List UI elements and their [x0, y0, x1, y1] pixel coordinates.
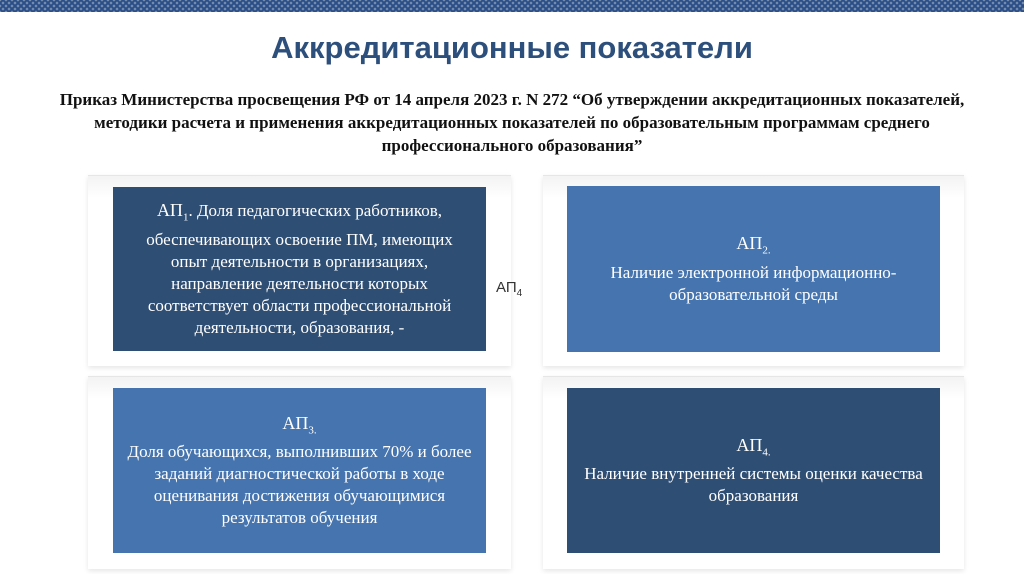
top-decorative-band	[0, 0, 1024, 12]
indicator-ap1-text: . Доля педагогических работников, обеспечивающих освоение ПМ, имеющих опыт деятельности в организациях, направление деятельности которых соответствует области профессиональной деятельности, образования, -	[146, 201, 453, 337]
indicator-ap4-code: АП	[736, 434, 763, 455]
indicator-ap4-heading	[736, 434, 770, 464]
side-label-sub: 4	[516, 288, 523, 299]
page-title: Аккредитационные показатели	[271, 30, 753, 65]
side-label-ap4	[496, 279, 522, 299]
indicator-ap3-sub: 3.	[308, 424, 317, 437]
indicator-ap2-code: АП	[736, 233, 763, 254]
indicator-ap1-sub: 1	[182, 211, 189, 224]
indicator-ap2-text: Наличие электронной информационно-образовательной среды	[610, 262, 897, 304]
indicator-ap3-heading	[282, 412, 316, 442]
side-label-code: АП	[496, 279, 517, 296]
indicator-box-ap4	[567, 388, 940, 553]
indicator-box-ap3	[113, 388, 486, 553]
indicator-ap4-sub: 4.	[762, 446, 771, 459]
indicator-box-ap2	[567, 186, 940, 352]
order-description: Приказ Министерства просвещения РФ от 14 апреля 2023 г. N 272 “Об утверждении аккредитационных показателей, методики расчета и применения аккредитационных показателей по образовательным программам среднего профессионального образования”	[59, 90, 965, 155]
indicator-ap3-text: Доля обучающихся, выполнивших 70% и более заданий диагностической работы в ходе оценивания достижения обучающимися результатов обучения	[127, 442, 472, 528]
indicator-ap3-code: АП	[282, 412, 309, 433]
indicator-ap2-heading	[736, 232, 770, 262]
indicator-box-ap1	[113, 187, 486, 351]
indicator-ap1-content	[127, 199, 472, 338]
indicator-ap1-code: АП	[156, 200, 183, 221]
indicator-ap2-sub: 2.	[762, 244, 771, 257]
indicator-ap4-text: Наличие внутренней системы оценки качества образования	[584, 464, 923, 506]
